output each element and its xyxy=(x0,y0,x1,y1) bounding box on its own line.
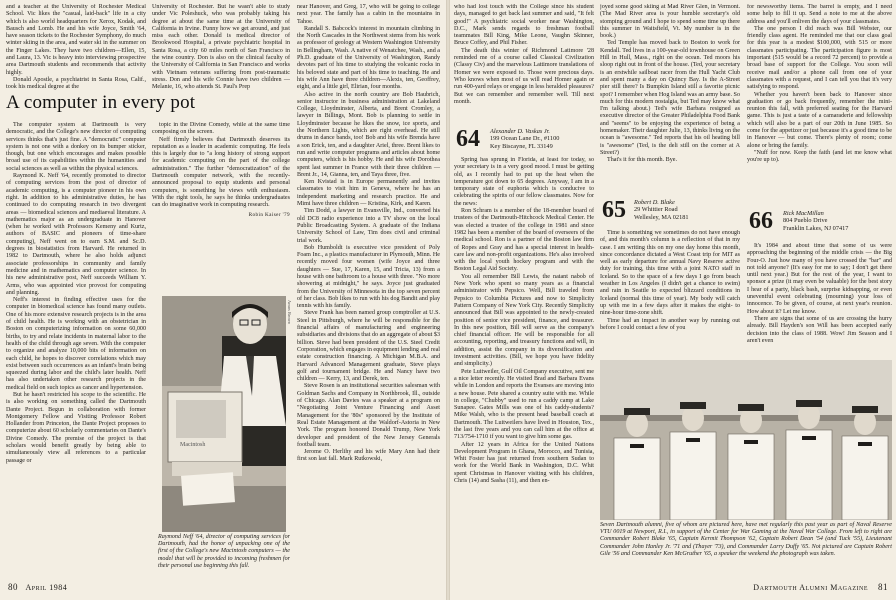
macintosh-label: Macintosh xyxy=(180,442,206,448)
left-page xyxy=(0,0,446,600)
class-notes-column-2b: Time is something we sometimes do not have enough of, and this month's column is a reflection of that in my case. I am writing this on my one day home this month, since concordance dictated a West Coast trip for MIT as well as early departure for annual Navy Reserve active duty for training, this time with a joint NATO staff in Iceland. So to the space of a few days I go from beach weather in Los Angeles (I didn't get a chance to swim) and rain in Seattle to expected blizzard conditions in Iceland (normal this time of year). My body will catch up with me in a few days after it makes the eight- to nine-hour time-zone shift. Time had an impact in another way by running out before I could contact a few of you xyxy=(600,230,740,331)
class-notes-column-3b: It's 1984 and about time that some of us were approaching the beginning of the middle crisis — the Big Four-O. Just how many of you have crossed the "bar" and not told anyone? (It's easy for me to say; I don't get there until next year.) But for the rest of the year, I want to sponsor a prize (it may even be valuable) for the best story I hear of a party, black bash, surprise kidnapping, or even uneventful event celebrating (mourning) your loss of innocence. To be given, of course, at next year's reunion. How about it? Let me know. There are signs that some of us are crossing the hurry already. Bill Hayden's son Will has been accepted early decision into the class of 1988. Wow! Jim Season and I aren't even xyxy=(747,243,892,344)
class-65-address: Robert D. Blake 29 Whittier Road Wellesley, MA 02181 xyxy=(634,199,689,221)
class-number-66: 66 xyxy=(749,208,773,234)
naval-photo-caption: Seven Dartmouth alumni, five of whom are pictured here, have met regularly this past year as part of Naval Reserve VTU 0019 at Newport, R.I., in support of the Center for War Gaming at the Naval War College. From left to right are Commander Robert Blake '65, Captain Kermit Thompson '62, Captain Robert Dean '54 (and Tuck '55), Lieutenant Commander John Hanley Jr. '71 and (Thayer '73), and Commander Larry Duffy '65. Not pictured are Captain Robert Gile '56 and Commander Ken McGruther '65, a speaker the weekend the photograph was taken. xyxy=(600,522,892,557)
article-column-1: The computer system at Dartmouth is very democratic, and the College's new director of computing services thinks that's just fine. A "democratic" computer system is not one with a donkey on its bumper sticker, though, but one which encourages and makes possible broad use of its capabilities within the humanities and social sciences as well as within the physical sciences. Raymond K. Neff '64, recently promoted to director of computing services from the post of director of academic computing, is a computer pioneer in his own right. In addition to his administrative duties, he has continued to do computing research in two divergent areas — biomedical sciences and mediaeval literature. A mathematics major as an undergraduate in Hanover (when he worked with Professors Kemeny and Kurtz, authors of BASIC and pioneers of time-share computing), Neff went on to earn S.M. and Sc.D. degrees in biostatistics from Harvard. He returned in 1982 to Dartmouth, where he also holds adjunct associate professorships in community and family medicine and in mathematics and computer science. In his new administrative post, Neff succeeds William Y. Arms, who was appointed vice provost for computing and planning. Neff's interest in finding effective uses for the computer in biomedical science has found many outlets. One of his more extensive research projects is in the area of child health. He is working with an obstetrician in Boston on computerizing information on some 60,000 births, to try and relate incidents in maternal labor to the health of the child through age seven. With the computer to organize and analyze 10,000 bits of information on each child, he hopes to discover correlations which may exist between such occurrences as an infant's brain being squeezed during labor and the child's later health. Neff has also undertaken other research projects in the medical field on such topics as cancer and hypertension. But he hasn't restricted his scope to the scientific. He is also working on something called the Dartmouth Dante Project. Begun in collaboration with former Montgomery Fellow and Visiting Professor Robert Hollander from Princeton, the Dante Project proposes to computerize about 60 scholarly commentaries on Dante's Divine Comedy. The premise of the project is that scholars would benefit greatly by being able to simultaneously view all references to a particular passage or xyxy=(6,122,146,464)
class-64-address: Alexander D. Vaskas Jr. 199 Ocean Lane Dr., #1100 Key Biscayne, FL 33149 xyxy=(490,128,560,150)
class-notes-column-1b: Spring has sprung in Florida, at least for today, so your secretary is in a very good mood. I must be getting old, as I recently had to put up the heat when the temperature got down to 65 degrees. Anyway, I am in a temporary state of euphoria which is conducive to celebrating the spirits of our fellow classmates. Now for the news: Ron Schram is a member of the 18-member board of trustees of the Dartmouth-Hitchcock Medical Center. He was elected a trustee of the college in 1981 and since 1982 has been a member of the board of overseers of the medical school. Ron is a partner of the Boston law firm of Ropes and Gray and has a special interest in health-care law and non-profit organizations. He's also involved with the local youth hockey program and with the Boston Legal Aid Society. You all remember Bill Lewis, the natant nabob of New York who spent so many years as a financial administrator with Pepsico. Well, Bill traveled from Pepsico to Columbia Pictures and now to Simplicity Pattern Company of New York City. Recently Simplicity announced that Bill was appointed to the newly-created position of senior vice president, finance, and treasurer. In this new position, Bill will serve as the company's chief financial officer. He will be responsible for all accounting, reporting, and treasury functions and will, in addition, assist the company in its diversification and investment activities. (Bill, we hope you have fidelity and simplicity.) Pete Luitweiler, Gulf Oil Company executive, sent me a nice letter recently. He visited Brad and Barbara Evans while in London and reports the Evanses are moving into a new house. Pete shared a country suite with me. While in college, "Chubby" used to run a caddy camp at Lake Sunapee. Gates Mills was one of his caddy-students? Mike Walsh, who is the present head baseball coach at Dartmouth. The Luitweilers have lived in Houston, Tex., the last five years and you can call him at the office at 713/754-1710 if you want to give him some gas. After 12 years in Africa for the United Nations Development Program in Ghana, Morocco, and Tunisia, Whit Foster has just returned from southern Sudan to work for the World Bank in Washington, D.C. Whit spent Christmas in Hanover visiting with his children, Chris (14) and Sasha (11), and then en- xyxy=(454,157,594,485)
right-folio: Dartmouth Alumni Magazine 81 xyxy=(753,582,888,592)
right-page xyxy=(450,0,896,600)
article-headline: A computer in every pot xyxy=(6,92,196,113)
class-notes-column-2: joyed some good skiing at Mad River Glen, in Vermont. (The Mad River area is your humble secretary's old stomping ground and I hope to spend some time up there this summer in Waitsfield, Vt. My number is in the book.) Ted Temple has moved back to Boston to work for Kendall. Ted lives in a 100-year-old townhouse on Green Hill in Hull, Mass., right on the ocean. Ted moors his sloop right out in front of the house. (Ted, your secretary is an erstwhile sailboat racer from the Hull Yacht Club and spent many a day on Quincy Bay. Is the A-Street pier still there? Is Bumpkin Island still a favorite picnic spot? I remember when Hog Island was an army base. So much for this modern nostalgia, but Ted may know what I'm talking about.) Ted's wife Barbara resigned as executive director of the Greater Philadelphia Food Bank and "seems" to be enjoying the experience of being a homemaker. Their daughter Julie, 13, thinks living on the ocean is "awesome." Ted reports that his oil heating bill is "awesome" (Ted, is the deli still on the corner at A Street?) That's it for this month. Bye. xyxy=(600,4,740,164)
article-byline: Robin Kaiser '79 xyxy=(248,211,290,218)
photo-credit: Amos Brown xyxy=(287,300,292,325)
left-folio: 80 April 1984 xyxy=(8,582,68,592)
class-number-64: 64 xyxy=(456,126,480,152)
class-number-65: 65 xyxy=(602,197,626,223)
left-top-column-1: and a teacher at the University of Rochester Medical School. Vic likes the "casual, laid-back" life in a city which is also world headquarters for Xerox, Kodak, and Bausch and Lomb. He and his wife Joyce, Smith '64, have season tickets to the Rochester Symphony, do much winter skiing in the area, and water ski in the summer on the Finger Lakes. They have two children—Ellen, 15, and Laura, 13. Vic is heavy into interviewing prospective area Dartmouth students and recommends that activity highly. Donald Apostle, a psychiatrist in Santa Rosa, Calif., took his medical degree at the xyxy=(6,4,146,90)
naval-reserve-photo xyxy=(600,360,892,520)
photo-caption: Raymond Neff '64, director of computing services for Dartmouth, had the honor of unpacking one of the first of the College's new Macintosh computers — the model that will be provided to incoming freshmen for their personal use beginning this fall. xyxy=(158,534,290,569)
left-top-column-2: University of Rochester. But he wasn't able to study under Vic Poleshuck, who was probably taking his degree at about the same time at the University of California in Irvine. Funny how we get around, and just miss each other. Donald is medical director of Brookwood Hospital, a private psychiatric hospital in Santa Rosa, a city 60 miles north of San Francisco in the wine country. Don is also on the clinical faculty of the University of California in San Francisco and works with Vietnam veterans suffering from post-traumatic stress. Don and his wife Connie have two children — Melanie, 16, who attends St. Paul's Prep xyxy=(152,4,290,90)
macintosh-photo xyxy=(162,296,286,532)
class-notes-column-left: near Hanover, and Greg, 17, who will be going to college next year. The family has a cabin in the mountains in Tahoe. Randall S. Babcock's interest in mountain climbing in the North Cascades in the Northwest stems from his work as professor of geology at Western Washington University in Bellingham, Wash. A native of Wenatchee, Wash., and a Ph.D. graduate of the University of Washington, Randy devotes part of his time to studying the volcanic rocks in his beloved state and part of his time to teaching. He and his wife Ann have three children—Alexis, ten, Geoffrey, eight, and a little girl, Elirian, four months. Also active in the north country are Bob Haubrich, senior instructor in business administration at Lakeland College, Lloydminster, Alberta, and Brent Cromley, a lawyer in Billings, Mont. Bob is planning to settle in Lloydminster because he likes the snow, ice sports, and the Northern Lights, which are right overhead. He still drums in dance bands, too! Bob and his wife Brenda have a son Erick, ten, and a daughter Ariel, three. Brent likes to run and write computer programs and articles about home computers, which is his hobby. He and his wife Dorothea spent last summer in France with their three children — Brent Jr., 14, Gianna, ten, and Taya three, five. Ken Kvistad is in Europe permanently and invites classmates to visit him in Geneva, where he has an independent marketing and research practice. He and Mimi have three children — Kristina, Kirk, and Karen. Tim Dodd, a lawyer in Evansville, Ind., converted his old DC8 radio experience into a TV show on the local Public Broadcasting System. A graduate of the Indiana University School of Law, Tim does civil and criminal trial work. Bob Humboldt is executive vice president of Poly Foam Inc., a plastics manufacturer in Plymouth, Minn. He recently moved four women (wife Joyce and three daughters — Sue, 17, Karen, 15, and Tricia, 13) from a house with one bathroom to a house with three. "No more showering at midnight," he says. Joyce just graduated from the University of Minnesota in the top seven percent of her class. Bob likes to run with his dog Bandit and play tennis with his family. Steve Frank has been named group comptroller at U.S. Steel in Pittsburgh, where he will be responsible for the financial affairs of manufacturing and engineering subsidiaries and divisions that do an aggregate of about $3 billion. Steve had been president of the U.S. Steel Credit Corporation, which engages in equipment lending and real estate construction financing. A Michigan M.B.A. and Harvard Advanced Management graduate, Steve plays golf and tournament bridge. He and Nancy have two children — Kerry, 13, and Derek, ten. Steve Rosen is an institutional securities salesman with Goldman Sachs and Company in Northbrook, Ill., outside of Chicago. Alan Davies was a speaker at a program on "Negotiating Joint Venture Financing and Asset Management for the '80s" sponsored by the Institute of Real Estate Management at the Waldorf-Astoria in New York. The program honored Donald Trump, New York developer and president of the New Jersey Generals football team. Jerome O. Herlihy and his wife Mary Ann had their first son last fall. Mark Rutkowski, xyxy=(297,4,440,463)
class-notes-column-1: who had lost touch with the College since his student days, managed to get back last summer and said, "It felt good!" A psychiatric social worker near Washington, D.C., Mark sends regards to freshman football teammates Bill King, Mike Leone, Vaughn Skinner, Bruce Coffey, and Phil Fisher. The death this winter of Richmond Latimore '28 reminded me of a course called Classical Civilization (Classy Civ) and the marvelous Lattimore translations of Homer we were exposed to. Those were precious days. Who knows when most of us will read Homer again or run 400-yard relays or engage in less heralded pleasures? But we can remember and remember well. Till next month. xyxy=(454,4,594,105)
photo-neff-with-macintosh xyxy=(162,296,286,532)
class-notes-column-3: for newsworthy items. The barrel is empty, and I need some help to fill it up. Send a note to me at the above address and you'll enliven the days of your classmates. The one person I did reach was Bill Webster, our friendly class agent. He reminded me that our class goal for this year is a modest $100,000, with 515 or more classmates participating. The participation figure is most important (515 would be a record 72 percent) to provide a broad base of support for the College. You soon will receive mail and/or a phone call from one of your classmates with a request, and I can tell you that it's very satisfying to respond. Whether you haven't been back to Hanover since graduation or go back frequently, remember the mini-reunion this fall, with preferred seating for the Harvard game. This is just a taste of a camaraderie and fellowship which will also be a part of our 20th in June 1985. So come for the appetizer or just because it's a good time to be in Hanover — but come. There's plenty of room; come alone or bring the family. "Nuff for now. Keep the faith (and let me know what you're up to). xyxy=(747,4,892,164)
article-column-2: topic in the Divine Comedy, while at the same time composing on the screen. Neff firmly believes that Dartmouth deserves its reputation as a leader in academic computing. He feels this is largely due to "a long history of strong support for academic computing on the part of the college administration." The further "democratization" of the Dartmouth computer network, with the recently-announced proposal to equip students and personal computers, is something he views with enthusiasm. With the right tools, he says he thinks undergraduates can do imaginative work in computing research. Robin Kaiser '79 xyxy=(152,122,290,218)
class-66-address: Rick MacMillan 804 Pueblo Drive Franklin Lakes, NJ 07417 xyxy=(783,210,849,232)
photo-five-officers xyxy=(600,360,892,520)
